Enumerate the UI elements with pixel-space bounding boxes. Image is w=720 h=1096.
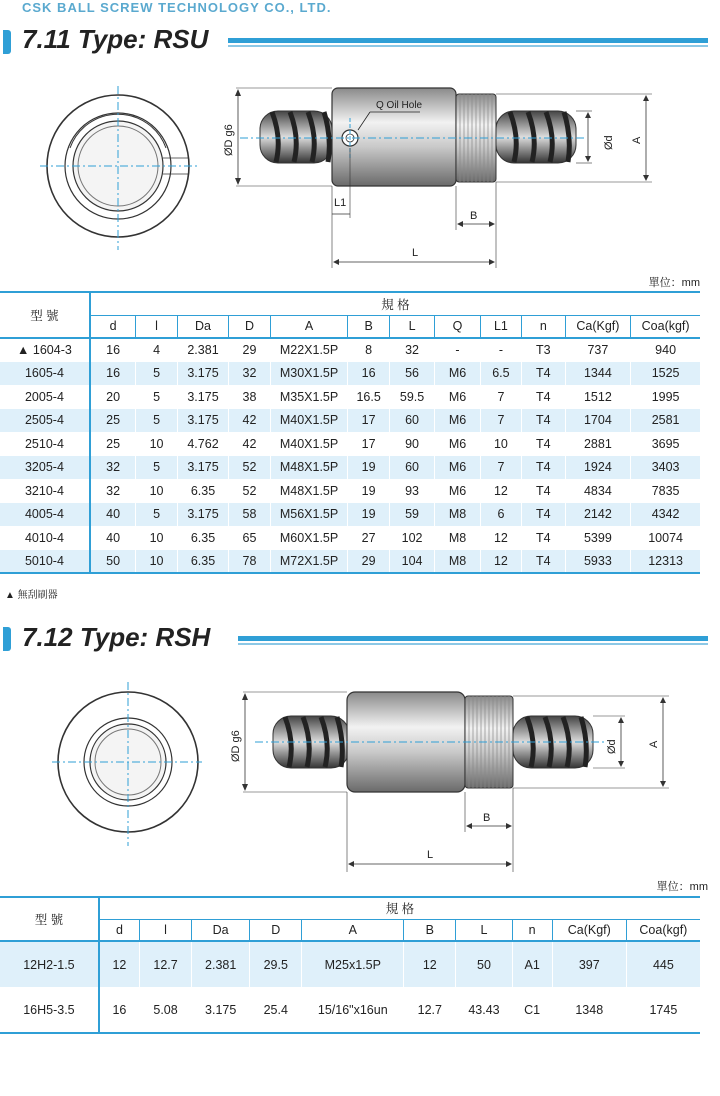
spec-cell: 2881 bbox=[565, 432, 631, 456]
model-cell: 3210-4 bbox=[0, 479, 90, 503]
spec-cell: 6.5 bbox=[480, 362, 521, 386]
spec-cell: 12.7 bbox=[404, 987, 456, 1033]
table-row bbox=[0, 432, 700, 456]
spec-cell: 6.35 bbox=[177, 550, 229, 574]
col-header: A bbox=[270, 315, 348, 338]
spec-cell: 5933 bbox=[565, 550, 631, 574]
spec-cell: 10 bbox=[136, 550, 177, 574]
col-header: D bbox=[229, 315, 270, 338]
spec-cell: 8 bbox=[348, 338, 389, 362]
spec-cell: M8 bbox=[435, 526, 480, 550]
spec-cell: 40 bbox=[90, 526, 136, 550]
section-marker-rsu bbox=[3, 30, 11, 54]
spec-cell: 12 bbox=[480, 526, 521, 550]
col-header: B bbox=[404, 919, 456, 941]
spec-cell: 29 bbox=[229, 338, 270, 362]
rsh-spec-table bbox=[0, 896, 700, 1034]
spec-cell: 4.762 bbox=[177, 432, 229, 456]
model-cell: ▲ 1604-3 bbox=[0, 338, 90, 362]
spec-header: 規 格 bbox=[90, 292, 700, 315]
spec-cell: 1512 bbox=[565, 385, 631, 409]
spec-cell: T3 bbox=[522, 338, 565, 362]
col-header: Coa(kgf) bbox=[626, 919, 700, 941]
spec-cell: T4 bbox=[522, 362, 565, 386]
spec-cell: 1348 bbox=[552, 987, 626, 1033]
rsu-unit: 單位：mm bbox=[648, 277, 700, 289]
label-od-g6: ØD g6 bbox=[223, 124, 235, 156]
spec-cell: 3.175 bbox=[177, 409, 229, 433]
spec-cell: 19 bbox=[348, 456, 389, 480]
spec-cell: 737 bbox=[565, 338, 631, 362]
model-cell: 16H5-3.5 bbox=[0, 987, 99, 1033]
spec-cell: 59.5 bbox=[389, 385, 434, 409]
rsh-side-view bbox=[225, 682, 675, 877]
spec-cell: 78 bbox=[229, 550, 270, 574]
spec-cell: 59 bbox=[389, 503, 434, 527]
spec-cell: 1344 bbox=[565, 362, 631, 386]
spec-cell: M40X1.5P bbox=[270, 432, 348, 456]
spec-cell: 3.175 bbox=[177, 456, 229, 480]
model-cell: 2505-4 bbox=[0, 409, 90, 433]
spec-cell: 3.175 bbox=[177, 362, 229, 386]
spec-cell: 16.5 bbox=[348, 385, 389, 409]
col-header: Da bbox=[192, 919, 250, 941]
spec-cell: 25.4 bbox=[250, 987, 302, 1033]
table-row bbox=[0, 941, 700, 987]
col-header: D bbox=[250, 919, 302, 941]
col-header: Da bbox=[177, 315, 229, 338]
table-row bbox=[0, 409, 700, 433]
col-header: l bbox=[136, 315, 177, 338]
table-row bbox=[0, 456, 700, 480]
spec-cell: 940 bbox=[631, 338, 700, 362]
spec-cell: 60 bbox=[389, 409, 434, 433]
section-title-rsu: 7.11 Type: RSU bbox=[22, 24, 209, 54]
spec-cell: 5 bbox=[136, 362, 177, 386]
spec-cell: 7 bbox=[480, 456, 521, 480]
spec-cell: 12.7 bbox=[140, 941, 192, 987]
spec-cell: T4 bbox=[522, 409, 565, 433]
spec-cell: M8 bbox=[435, 503, 480, 527]
spec-cell: 3.175 bbox=[192, 987, 250, 1033]
spec-cell: 90 bbox=[389, 432, 434, 456]
spec-cell: 12 bbox=[480, 550, 521, 574]
model-header: 型 號 bbox=[0, 897, 99, 941]
spec-cell: A1 bbox=[512, 941, 552, 987]
rsh-end-view bbox=[52, 676, 202, 851]
col-header: B bbox=[348, 315, 389, 338]
label-b: B bbox=[483, 812, 491, 824]
spec-cell: 445 bbox=[626, 941, 700, 987]
spec-cell: M6 bbox=[435, 409, 480, 433]
spec-cell: M22X1.5P bbox=[270, 338, 348, 362]
spec-cell: 1704 bbox=[565, 409, 631, 433]
model-cell: 5010-4 bbox=[0, 550, 90, 574]
spec-cell: 3403 bbox=[631, 456, 700, 480]
col-header: Q bbox=[435, 315, 480, 338]
label-q-oil-hole: Q Oil Hole bbox=[376, 100, 423, 111]
label-od-g6: ØD g6 bbox=[230, 730, 242, 762]
spec-cell: 5 bbox=[136, 503, 177, 527]
spec-cell: 5.08 bbox=[140, 987, 192, 1033]
spec-cell: M6 bbox=[435, 456, 480, 480]
spec-cell: 29.5 bbox=[250, 941, 302, 987]
rsh-unit: 單位：mm bbox=[656, 881, 708, 893]
spec-cell: 7 bbox=[480, 409, 521, 433]
section-rule-rsh bbox=[238, 636, 708, 648]
col-header: n bbox=[512, 919, 552, 941]
spec-cell: 50 bbox=[456, 941, 512, 987]
spec-cell: 50 bbox=[90, 550, 136, 574]
company-name: CSK BALL SCREW TECHNOLOGY CO., LTD. bbox=[22, 0, 332, 15]
rsu-spec-table bbox=[0, 291, 700, 574]
spec-cell: 10 bbox=[136, 432, 177, 456]
spec-cell: - bbox=[480, 338, 521, 362]
col-header: L bbox=[456, 919, 512, 941]
spec-cell: M35X1.5P bbox=[270, 385, 348, 409]
section-rule-rsu bbox=[228, 38, 708, 50]
table-row bbox=[0, 362, 700, 386]
spec-cell: T4 bbox=[522, 385, 565, 409]
spec-cell: 32 bbox=[90, 479, 136, 503]
spec-cell: 43.43 bbox=[456, 987, 512, 1033]
rsu-end-view bbox=[40, 78, 200, 258]
table-row bbox=[0, 385, 700, 409]
spec-cell: 2.381 bbox=[177, 338, 229, 362]
spec-cell: 1924 bbox=[565, 456, 631, 480]
spec-cell: M6 bbox=[435, 385, 480, 409]
spec-cell: 32 bbox=[389, 338, 434, 362]
spec-cell: 1745 bbox=[626, 987, 700, 1033]
spec-cell: 93 bbox=[389, 479, 434, 503]
spec-cell: 5 bbox=[136, 456, 177, 480]
spec-cell: 52 bbox=[229, 456, 270, 480]
spec-cell: M48X1.5P bbox=[270, 456, 348, 480]
spec-header: 規 格 bbox=[99, 897, 700, 919]
col-header: L1 bbox=[480, 315, 521, 338]
label-l1: L1 bbox=[334, 197, 347, 209]
col-header: d bbox=[90, 315, 136, 338]
col-header: n bbox=[522, 315, 565, 338]
table-row bbox=[0, 526, 700, 550]
spec-cell: 397 bbox=[552, 941, 626, 987]
spec-cell: 16 bbox=[90, 362, 136, 386]
spec-cell: 58 bbox=[229, 503, 270, 527]
spec-cell: 16 bbox=[348, 362, 389, 386]
spec-cell: M60X1.5P bbox=[270, 526, 348, 550]
table-row bbox=[0, 987, 700, 1033]
spec-cell: 25 bbox=[90, 432, 136, 456]
spec-cell: M30X1.5P bbox=[270, 362, 348, 386]
label-b: B bbox=[470, 210, 478, 222]
section-marker-rsh bbox=[3, 627, 11, 651]
spec-cell: - bbox=[435, 338, 480, 362]
spec-cell: 2581 bbox=[631, 409, 700, 433]
spec-cell: M56X1.5P bbox=[270, 503, 348, 527]
model-cell: 1605-4 bbox=[0, 362, 90, 386]
spec-cell: 20 bbox=[90, 385, 136, 409]
spec-cell: T4 bbox=[522, 550, 565, 574]
spec-cell: 60 bbox=[389, 456, 434, 480]
spec-cell: 102 bbox=[389, 526, 434, 550]
spec-cell: 38 bbox=[229, 385, 270, 409]
spec-cell: M48X1.5P bbox=[270, 479, 348, 503]
spec-cell: T4 bbox=[522, 526, 565, 550]
label-a: A bbox=[631, 136, 643, 144]
spec-cell: M6 bbox=[435, 479, 480, 503]
spec-cell: 17 bbox=[348, 432, 389, 456]
model-cell: 2510-4 bbox=[0, 432, 90, 456]
table-row bbox=[0, 503, 700, 527]
table-row bbox=[0, 479, 700, 503]
spec-cell: T4 bbox=[522, 503, 565, 527]
spec-cell: 6.35 bbox=[177, 479, 229, 503]
spec-cell: 6.35 bbox=[177, 526, 229, 550]
spec-cell: 3695 bbox=[631, 432, 700, 456]
spec-cell: 19 bbox=[348, 503, 389, 527]
spec-cell: 29 bbox=[348, 550, 389, 574]
spec-cell: 5 bbox=[136, 409, 177, 433]
spec-cell: 52 bbox=[229, 479, 270, 503]
label-d: Ød bbox=[606, 739, 618, 754]
label-d: Ød bbox=[603, 135, 615, 150]
model-cell: 12H2-1.5 bbox=[0, 941, 99, 987]
label-a: A bbox=[648, 740, 660, 748]
spec-cell: 7 bbox=[480, 385, 521, 409]
spec-cell: 4 bbox=[136, 338, 177, 362]
spec-cell: M72X1.5P bbox=[270, 550, 348, 574]
spec-cell: 40 bbox=[90, 503, 136, 527]
spec-cell: M25x1.5P bbox=[302, 941, 404, 987]
col-header: d bbox=[99, 919, 140, 941]
spec-cell: 10074 bbox=[631, 526, 700, 550]
spec-cell: 12 bbox=[404, 941, 456, 987]
spec-cell: 10 bbox=[136, 479, 177, 503]
spec-cell: M6 bbox=[435, 362, 480, 386]
spec-cell: 6 bbox=[480, 503, 521, 527]
rsu-side-view bbox=[220, 78, 660, 273]
spec-cell: 7835 bbox=[631, 479, 700, 503]
model-cell: 4005-4 bbox=[0, 503, 90, 527]
col-header: Coa(kgf) bbox=[631, 315, 700, 338]
spec-cell: 12313 bbox=[631, 550, 700, 574]
spec-cell: 4834 bbox=[565, 479, 631, 503]
col-header: A bbox=[302, 919, 404, 941]
spec-cell: 2142 bbox=[565, 503, 631, 527]
spec-cell: 17 bbox=[348, 409, 389, 433]
spec-cell: 16 bbox=[99, 987, 140, 1033]
spec-cell: 1525 bbox=[631, 362, 700, 386]
spec-cell: 5399 bbox=[565, 526, 631, 550]
spec-cell: 10 bbox=[480, 432, 521, 456]
spec-cell: T4 bbox=[522, 432, 565, 456]
spec-cell: 19 bbox=[348, 479, 389, 503]
model-cell: 4010-4 bbox=[0, 526, 90, 550]
spec-cell: M8 bbox=[435, 550, 480, 574]
rsh-table-body bbox=[0, 941, 700, 1033]
spec-cell: 15/16"x16un bbox=[302, 987, 404, 1033]
spec-cell: T4 bbox=[522, 456, 565, 480]
spec-cell: 104 bbox=[389, 550, 434, 574]
spec-cell: 5 bbox=[136, 385, 177, 409]
spec-cell: 32 bbox=[229, 362, 270, 386]
table-row bbox=[0, 338, 700, 362]
spec-cell: 4342 bbox=[631, 503, 700, 527]
col-header: l bbox=[140, 919, 192, 941]
model-cell: 3205-4 bbox=[0, 456, 90, 480]
spec-cell: 65 bbox=[229, 526, 270, 550]
spec-cell: 12 bbox=[99, 941, 140, 987]
table-row bbox=[0, 550, 700, 574]
spec-cell: 2.381 bbox=[192, 941, 250, 987]
model-cell: 2005-4 bbox=[0, 385, 90, 409]
col-header: Ca(Kgf) bbox=[565, 315, 631, 338]
spec-cell: 32 bbox=[90, 456, 136, 480]
spec-cell: M40X1.5P bbox=[270, 409, 348, 433]
rsu-footnote: ▲ 無刮刷器 bbox=[5, 590, 58, 601]
spec-cell: 25 bbox=[90, 409, 136, 433]
label-l: L bbox=[412, 247, 419, 259]
model-header: 型 號 bbox=[0, 292, 90, 338]
spec-cell: 3.175 bbox=[177, 385, 229, 409]
spec-cell: 42 bbox=[229, 409, 270, 433]
spec-cell: 56 bbox=[389, 362, 434, 386]
spec-cell: 3.175 bbox=[177, 503, 229, 527]
spec-cell: T4 bbox=[522, 479, 565, 503]
spec-cell: 1995 bbox=[631, 385, 700, 409]
spec-cell: 10 bbox=[136, 526, 177, 550]
spec-cell: C1 bbox=[512, 987, 552, 1033]
spec-cell: 12 bbox=[480, 479, 521, 503]
rsu-table-body bbox=[0, 338, 700, 573]
spec-cell: M6 bbox=[435, 432, 480, 456]
col-header: Ca(Kgf) bbox=[552, 919, 626, 941]
spec-cell: 27 bbox=[348, 526, 389, 550]
spec-cell: 42 bbox=[229, 432, 270, 456]
label-l: L bbox=[427, 849, 434, 861]
spec-cell: 16 bbox=[90, 338, 136, 362]
section-title-rsh: 7.12 Type: RSH bbox=[22, 622, 211, 652]
col-header: L bbox=[389, 315, 434, 338]
